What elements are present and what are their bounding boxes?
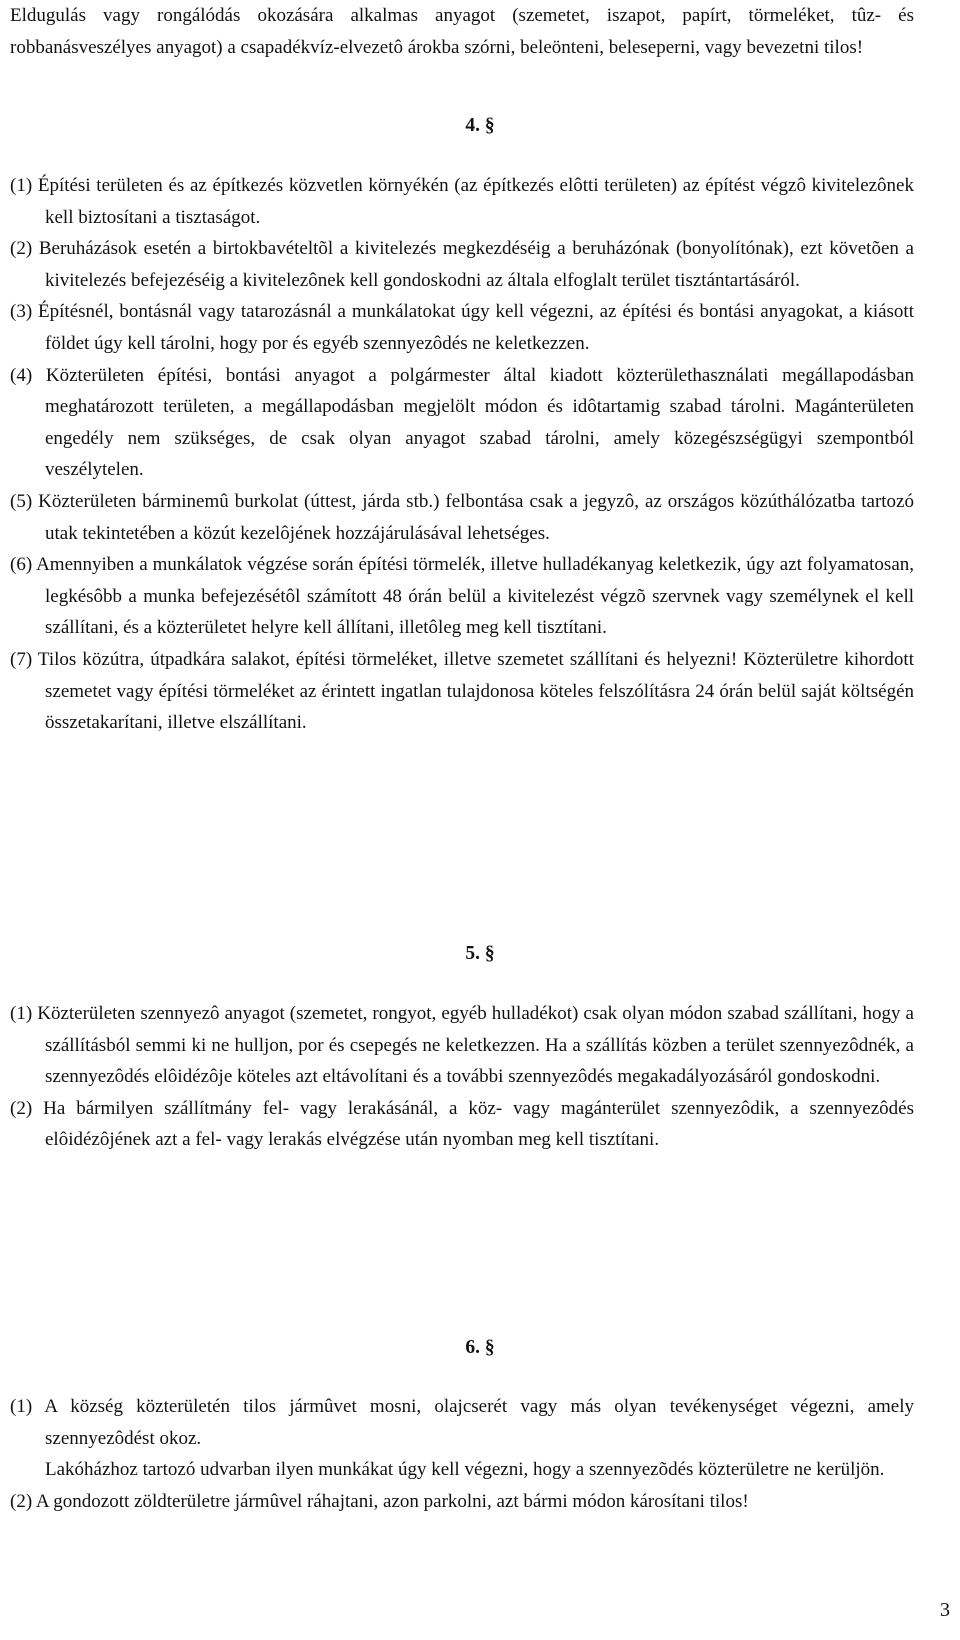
section-4-heading: 4. § (465, 115, 495, 136)
section-5-body (10, 998, 914, 1156)
section-6-item-1: (1) A község közterületén tilos jármûvet mosni, olajcserét vagy más olyan tevékenységet végezni, amely szennyezôdést okoz. (10, 1396, 914, 1449)
section-4-item-6: (6) Amennyiben a munkálatok végzése során építési törmelék, illetve hulladékanyag keletkezik, úgy azt folyamatosan, legkésôbb a munka befejezésétôl számított 48 órán belül a kivitelezést végzõ szervnek vagy személynek el kell szállítani, és a közterületet helyre kell állítani, illetôleg meg kell tisztítani. (10, 554, 914, 639)
section-6-body (10, 1391, 914, 1517)
page-number: 3 (940, 1599, 950, 1621)
section-4-body (10, 170, 914, 739)
section-4-item-3: (3) Építésnél, bontásnál vagy tatarozásnál a munkálatokat úgy kell végezni, az építési és bontási anyagokat, a kiásott földet úgy kell tárolni, hogy por és egyéb szennyezôdés ne keletkezzen. (10, 301, 914, 354)
section-6-item-1-continuation: Lakóházhoz tartozó udvarban ilyen munkákat úgy kell végezni, hogy a szennyezõdés közterületre ne kerüljön. (45, 1459, 885, 1481)
intro-text: Eldugulás vagy rongálódás okozására alkalmas anyagot (szemetet, iszapot, papírt, törmeléket, tûz- és robbanásveszélyes anyagot) a csapadékvíz-elvezetô árokba szórni, beleönteni, beleseperni, vagy bevezetni tilos! (10, 5, 914, 58)
section-5-item-1: (1) Közterületen szennyezô anyagot (szemetet, rongyot, egyéb hulladékot) csak olyan módon szabad szállítani, hogy a szállításból semmi ki ne hulljon, por és csepegés ne keletkezzen. Ha a szállítás közben a terület szennyezôdnék, a szennyezôdés elôidézôje köteles azt eltávolítani és a további szennyezôdés megakadályozásáról gondoskodni. (10, 1003, 914, 1088)
section-6-heading: 6. § (465, 1337, 495, 1358)
section-5-item-2: (2) Ha bármilyen szállítmány fel- vagy lerakásánál, a köz- vagy magánterület szennyezôdik, a szennyezôdés elôidézôjének azt a fel- vagy lerakás elvégzése után nyomban meg kell tisztítani. (10, 1097, 914, 1151)
intro-paragraph (10, 0, 914, 63)
section-6-item-2: (2) A gondozott zöldterületre jármûvel ráhajtani, azon parkolni, azt bármi módon károsítani tilos! (10, 1490, 749, 1512)
section-4-item-7: (7) Tilos közútra, útpadkára salakot, építési törmeléket, illetve szemetet szállítani és helyezni! Közterületre kihordott szemetet vagy építési törmeléket az érintett ingatlan tulajdonosa köteles felszólításra 24 órán belül saját költségén összetakarítani, illetve elszállítani. (10, 648, 914, 734)
section-4-item-2: (2) Beruházások esetén a birtokbavételtõl a kivitelezés megkezdéséig a beruházónak (bonyolítónak), ezt követõen a kivitelezés befejezéséig a kivitelezônek kell gondoskodni az általa elfoglalt terület tisztántartásáról. (10, 238, 914, 291)
section-4-item-5: (5) Közterületen bárminemû burkolat (úttest, járda stb.) felbontása csak a jegyzô, az országos közúthálózatba tartozó utak tekintetében a közút kezelôjének hozzájárulásával lehetséges. (10, 490, 914, 544)
section-4-item-4: (4) Közterületen építési, bontási anyagot a polgármester által kiadott közterülethasználati megállapodásban meghatározott területen, a megállapodásban megjelölt módon és idôtartamig szabad tárolni. Magánterületen engedély nem szükséges, de csak olyan anyagot szabad tárolni, amely közegészségügyi szempontból veszélytelen. (10, 364, 914, 481)
section-4-item-1: (1) Építési területen és az építkezés közvetlen környékén (az építkezés elôtti területen) az építést végzô kivitelezônek kell biztosítani a tisztaságot. (10, 175, 914, 228)
section-5-heading: 5. § (465, 943, 495, 964)
